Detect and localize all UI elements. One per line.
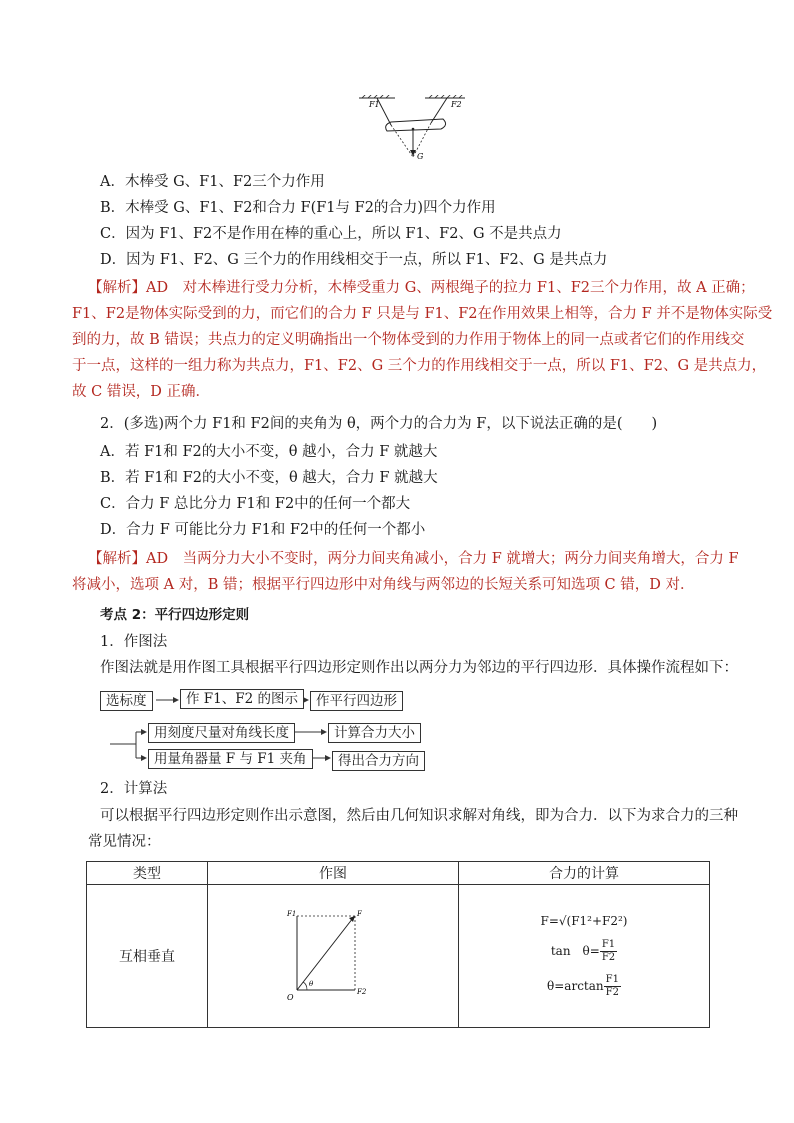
q2-analysis-line-2: 将减小，选项 A 对，B 错；根据平行四边形中对角线与两邻边的长短关系可知选项 C 错，D 对． [72,577,695,593]
flow-step-scale: 选标度 [100,691,153,711]
q1-option-d: D．因为 F1、F2、G 三个力的作用线相交于一点，所以 F1、F2、G 是共点力 [100,252,608,268]
fig-label-f: F [357,910,362,918]
rope-right-label: F2 [451,100,462,109]
table-header-calc: 合力的计算 [459,862,710,885]
q1-analysis-line-2: F1、F2是物体实际受到的力，而它们的合力 F 只是与 F1、F2在作用效果上相等，合力 F 并不是物体实际受 [72,306,773,322]
resultant-table [86,861,710,1028]
point2-sub2: 2．计算法 [100,781,168,797]
formula-arctan: θ=arctan F1 F2 [547,973,619,998]
q2-analysis-tag: 【解析】AD [88,551,169,567]
q1-option-b: B．木棒受 G、F1、F2和合力 F(F1与 F2的合力)四个力作用 [100,200,496,216]
table-row [87,885,710,1028]
flow-step-parallelogram: 作平行四边形 [310,691,403,711]
formula-tan: tan θ= $\frac{F1}{F2}$ [550,938,616,963]
point2-sub1: 1．作图法 [100,634,168,650]
q1-analysis-line-4: 于一点，这样的一组力称为共点力，F1、F2、G 三个力的作用线相交于一点，所以 F1、F2、G 是共点力， [72,358,767,374]
q2-option-c: C．合力 F 总比分力 F1和 F2中的任何一个都大 [100,496,411,512]
fig-label-theta: θ [309,980,314,988]
q2-option-d: D．合力 F 可能比分力 F1和 F2中的任何一个都小 [100,522,426,538]
flow-step-draw-forces: 作 F1、F2 的图示 [180,689,304,709]
point2-sub2-text2: 常见情况： [88,834,161,850]
flow-step-compute-magnitude: 计算合力大小 [328,723,421,743]
table-header-row [87,862,710,885]
point2-sub2-text1: 可以根据平行四边形定则作出示意图，然后由几何知识求解对角线，即为合力．以下为求合力的三种 [100,808,738,824]
perpendicular-force-figure [283,904,383,1004]
fig-label-f2: F2 [357,988,367,996]
table-header-type: 类型 [87,862,208,885]
row-calc-cell [459,885,710,1028]
fig-label-o: O [287,993,294,1002]
q1-option-c: C．因为 F1、F2不是作用在棒的重心上，所以 F1、F2、G 不是共点力 [100,226,562,242]
formula-magnitude: F=√(F1²+F2²) [540,913,628,928]
q2-option-b: B．若 F1和 F2的大小不变，θ 越大，合力 F 就越大 [100,470,438,486]
q2-option-a: A．若 F1和 F2的大小不变，θ 越小，合力 F 就越大 [100,444,438,460]
q2-analysis-line-1: 【解析】AD 当两分力大小不变时，两分力间夹角减小，合力 F 就增大；两分力间夹角增大，合力 F [88,551,739,567]
q1-analysis-line-1: 【解析】AD 对木棒进行受力分析，木棒受重力 G、两根绳子的拉力 F1、F2三个力作用，故 A 正确； [88,280,755,296]
flow-chart [88,686,448,772]
gravity-label: G [417,152,424,161]
q2-stem: 2．(多选)两个力 F1和 F2间的夹角为 θ，两个力的合力为 F，以下说法正确的是( ) [100,416,658,432]
fig-label-f1: F1 [287,910,297,918]
q1-analysis-line-3: 到的力，故 B 错误；共点力的定义明确指出一个物体受到的力作用于物体上的同一点或者它们的作用线交 [72,332,745,348]
point2-sub1-text: 作图法就是用作图工具根据平行四边形定则作出以两分力为邻边的平行四边形．具体操作流程如下： [100,660,738,676]
row-type-perpendicular: 互相垂直 [87,885,208,1028]
flow-step-direction: 得出合力方向 [332,751,425,771]
q1-option-a: A．木棒受 G、F1、F2三个力作用 [100,174,325,190]
table-header-figure: 作图 [208,862,459,885]
point2-title: 考点 2：平行四边形定则 [100,607,250,623]
rod-force-figure [357,95,477,163]
rope-left-label: F1 [369,100,380,109]
flow-step-measure-angle: 用量角器量 F 与 F1 夹角 [148,749,313,769]
q1-analysis-line-5: 故 C 错误，D 正确． [72,384,211,400]
flow-step-measure-diagonal: 用刻度尺量对角线长度 [148,723,295,743]
row-figure-cell [208,885,459,1028]
q1-analysis-tag: 【解析】AD [88,280,169,296]
